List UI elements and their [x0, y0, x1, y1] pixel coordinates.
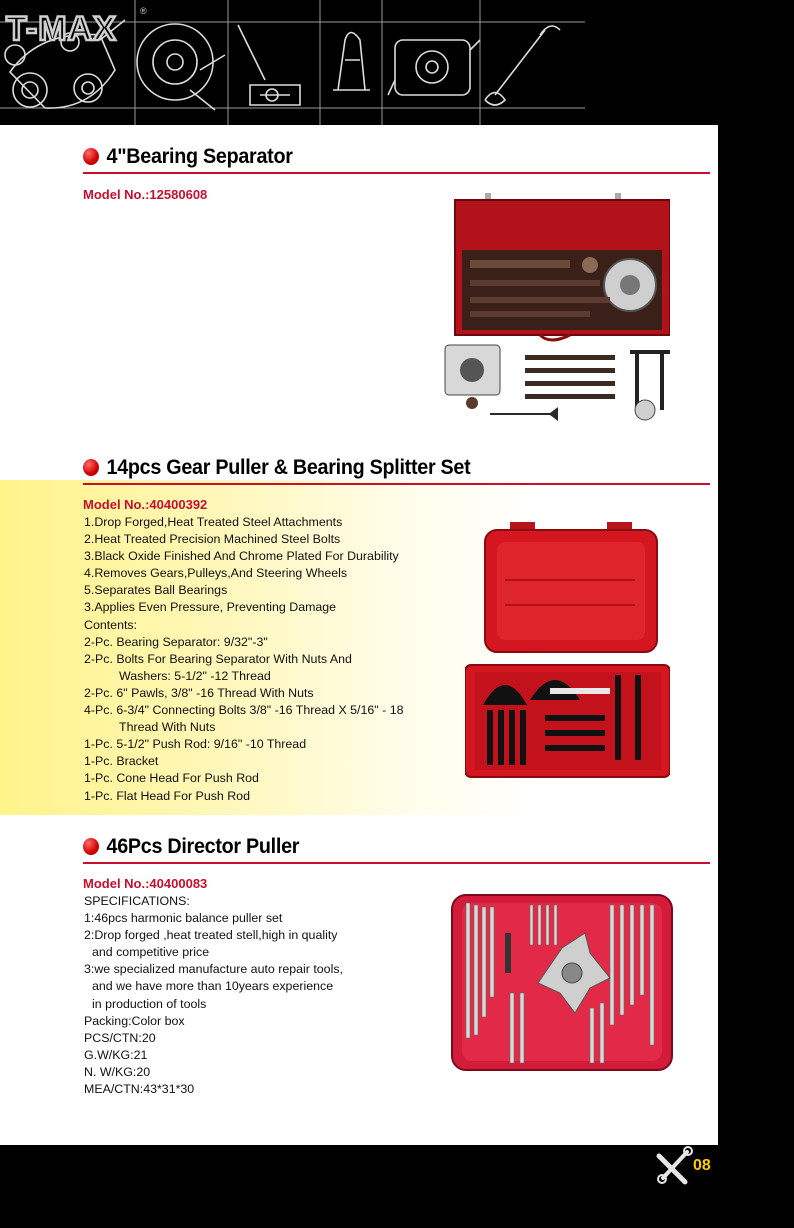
wrench-screwdriver-icon — [655, 1146, 693, 1188]
svg-text:®: ® — [140, 6, 147, 16]
list-item: 1-Pc. Bracket — [84, 754, 159, 769]
list-item: 2.Heat Treated Precision Machined Steel Bolts — [84, 532, 341, 547]
list-item: Packing:Color box — [84, 1013, 185, 1028]
list-item: 5.Separates Ball Bearings — [84, 583, 228, 598]
list-item: G.W/KG:21 — [84, 1047, 148, 1062]
list-item: 2-Pc. Bearing Separator: 9/32"-3" — [84, 634, 268, 649]
list-item: 1:46pcs harmonic balance puller set — [84, 911, 283, 926]
list-item: Thread With Nuts — [119, 720, 216, 735]
list-item: 4-Pc. 6-3/4" Connecting Bolts 3/8" -16 Thread X 5/16" - 18 — [84, 703, 404, 718]
section-title-director-puller: 46Pcs Director Puller — [83, 835, 299, 859]
section-title-bearing-separator: 4"Bearing Separator — [83, 145, 293, 169]
page-number: 08 — [693, 1157, 711, 1174]
list-item: 3:we specialized manufacture auto repair tools, — [84, 962, 343, 977]
list-item: 1-Pc. Flat Head For Push Rod — [84, 788, 250, 803]
section-title-gear-puller-set: 14pcs Gear Puller & Bearing Splitter Set — [83, 456, 470, 480]
list-item: N. W/KG:20 — [84, 1064, 151, 1079]
list-item: 2:Drop forged ,heat treated stell,high in quality — [84, 928, 338, 943]
list-item: 2-Pc. Bolts For Bearing Separator With Nuts And — [84, 651, 352, 666]
list-item: in production of tools — [92, 996, 207, 1011]
director-puller-set-image — [450, 893, 675, 1073]
bullet-dot-icon — [83, 838, 99, 855]
feature-list — [84, 514, 403, 805]
section-rule — [83, 862, 710, 864]
bearing-separator-kit-image — [440, 185, 670, 430]
bullet-dot-icon — [83, 459, 99, 476]
model-number: Model No.:40400392 — [83, 497, 208, 512]
t-max-logo — [0, 0, 150, 50]
list-item: 2-Pc. 6" Pawls, 3/8" -16 Thread With Nuts — [84, 685, 314, 700]
list-item: Washers: 5-1/2" -12 Thread — [119, 668, 271, 683]
list-item: and we have more than 10years experience — [92, 979, 334, 994]
list-item: 3.Black Oxide Finished And Chrome Plated For Durability — [84, 549, 399, 564]
list-item: 1.Drop Forged,Heat Treated Steel Attachments — [84, 515, 343, 529]
list-item: PCS/CTN:20 — [84, 1030, 156, 1045]
svg-text:T-MAX: T-MAX — [6, 10, 117, 48]
list-item: 1-Pc. 5-1/2" Push Rod: 9/16" -10 Thread — [84, 737, 307, 752]
section-rule — [83, 483, 710, 485]
list-item: Contents: — [84, 617, 138, 632]
model-number: Model No.:40400083 — [83, 876, 208, 891]
section-rule — [83, 172, 710, 174]
list-item: MEA/CTN:43*31*30 — [84, 1082, 195, 1097]
list-item: 1-Pc. Cone Head For Push Rod — [84, 771, 259, 786]
header-banner — [0, 0, 794, 125]
list-item: SPECIFICATIONS: — [84, 894, 190, 908]
specification-list — [84, 893, 343, 1098]
list-item: 3.Applies Even Pressure, Preventing Damage — [84, 600, 337, 615]
model-number: Model No.:12580608 — [83, 187, 208, 202]
right-black-band — [718, 125, 794, 1145]
gear-puller-case-image — [465, 520, 670, 780]
list-item: 4.Removes Gears,Pulleys,And Steering Wheels — [84, 566, 348, 581]
bullet-dot-icon — [83, 148, 99, 165]
list-item: and competitive price — [92, 945, 210, 960]
